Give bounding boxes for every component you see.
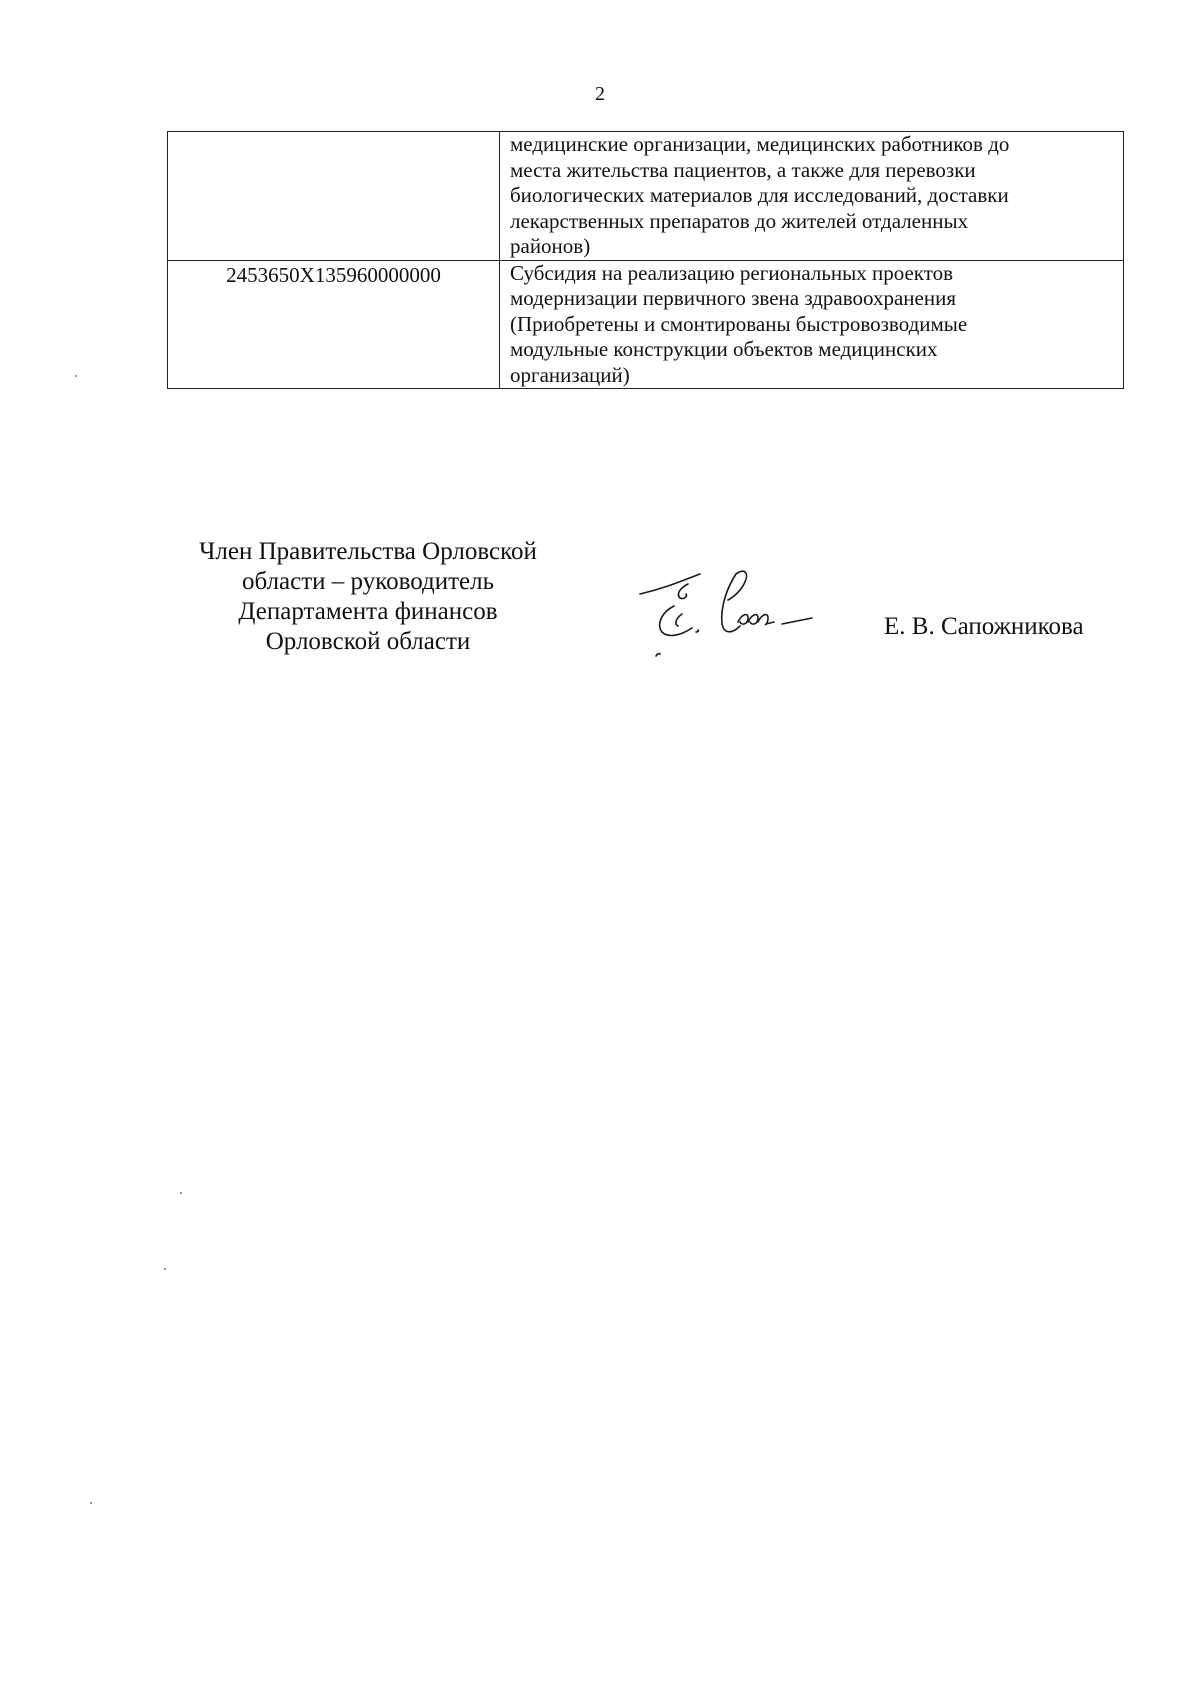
- description-line: биологических материалов для исследований, доставки: [510, 183, 1009, 207]
- code-cell: [168, 132, 500, 261]
- description-line: медицинские организации, медицинских работников до: [510, 132, 1010, 156]
- description-line: модульные конструкции объектов медицинских: [510, 337, 938, 361]
- description-line: районов): [510, 234, 591, 258]
- scan-speck: [90, 1502, 92, 1504]
- description-line: лекарственных препаратов до жителей отдаленных: [510, 208, 969, 233]
- description-line: места жительства пациентов, а также для перевозки: [510, 157, 976, 182]
- description-line: Субсидия на реализацию региональных проектов: [510, 260, 954, 285]
- scan-speck: [164, 1268, 166, 1270]
- description-cell: [500, 260, 1124, 389]
- budget-codes-table: [167, 131, 1124, 389]
- position-line: Департамента финансов: [238, 598, 498, 625]
- table-row: [168, 260, 1124, 389]
- signer-name: Е. В. Сапожникова: [884, 613, 1084, 640]
- position-line: области – руководитель: [241, 568, 495, 595]
- position-line: Орловской области: [265, 628, 471, 655]
- page-number: 2: [595, 83, 605, 105]
- table-row: [168, 132, 1124, 261]
- position-line: Член Правительства Орловской: [199, 538, 537, 565]
- scan-speck: [180, 1192, 182, 1194]
- description-line: модернизации первичного звена здравоохранения: [510, 286, 957, 310]
- code-cell: 2453650X135960000000: [168, 260, 500, 389]
- description-line: (Приобретены и смонтированы быстровозводимые: [510, 311, 968, 336]
- scan-speck: [75, 375, 77, 377]
- description-line: организаций): [510, 362, 630, 387]
- description-cell: [500, 132, 1124, 261]
- signer-position: [140, 537, 596, 657]
- handwritten-signature: [636, 562, 836, 662]
